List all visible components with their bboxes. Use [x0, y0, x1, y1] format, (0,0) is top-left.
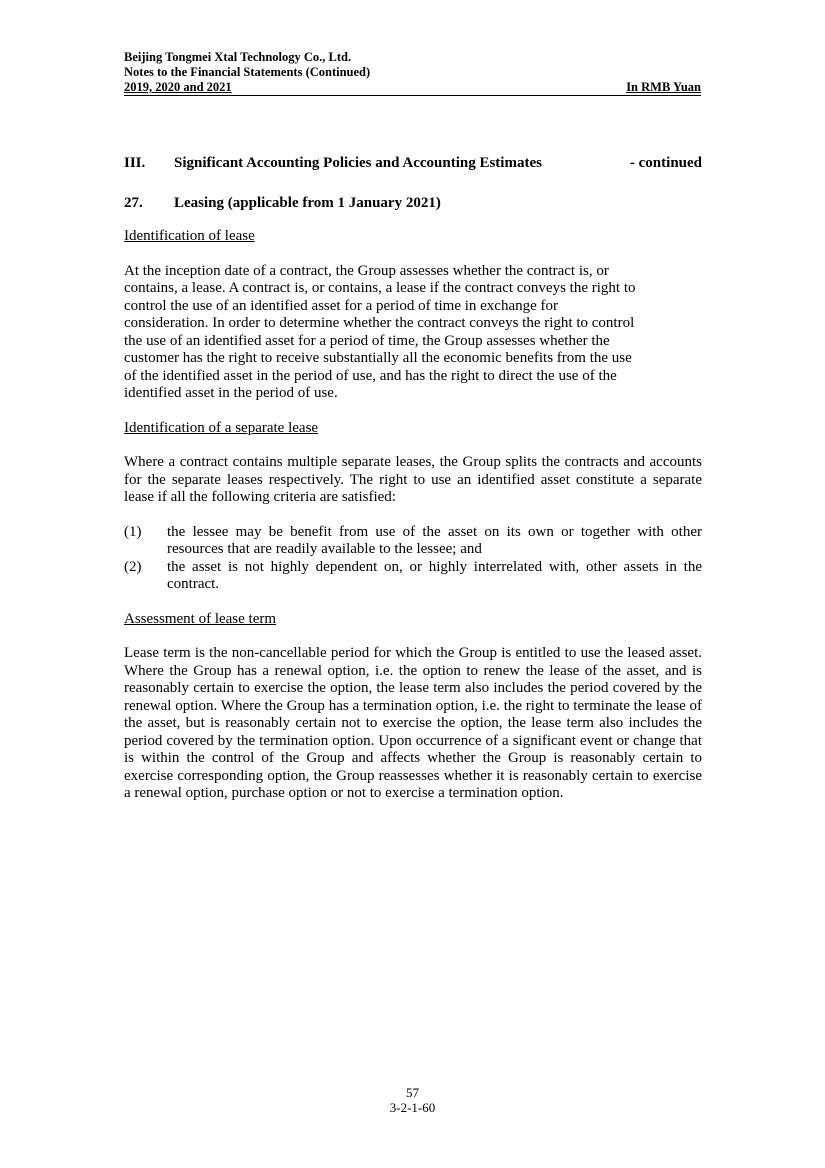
- subsection-heading: [124, 195, 702, 213]
- separate-lease-heading: Identification of a separate lease: [124, 419, 319, 436]
- identification-paragraph: [124, 263, 702, 403]
- header-years: 2019, 2020 and 2021: [124, 80, 232, 94]
- subsection-number: 27.: [124, 194, 143, 211]
- lease-term-heading: Assessment of lease term: [124, 610, 277, 627]
- document-subtitle: Notes to the Financial Statements (Continued): [124, 65, 371, 79]
- list-text: the lessee may be benefit from use of the asset on its own or together with other resources that are readily available to the lessee; and: [167, 523, 702, 557]
- page-body: [124, 155, 702, 820]
- document-reference: 3-2-1-60: [389, 1100, 436, 1115]
- identification-line: the use of an identified asset for a period of time, the Group assesses whether the: [124, 332, 610, 349]
- identification-heading: Identification of lease: [124, 228, 255, 244]
- identification-line: control the use of an identified asset for a period of time in exchange for: [124, 297, 559, 314]
- section-number: III.: [124, 155, 146, 171]
- identification-line: customer has the right to receive substantially all the economic benefits from the use: [124, 350, 632, 366]
- page-footer: [0, 1085, 825, 1115]
- separate-lease-paragraph: Where a contract contains multiple separate leases, the Group splits the contracts and accounts for the separate leases respectively. The right to use an identified asset constitute a separate lease if all the following criteria are satisfied:: [124, 454, 702, 505]
- section-title: Significant Accounting Policies and Accounting Estimates: [174, 155, 542, 171]
- page-number: 57: [406, 1085, 419, 1100]
- identification-line: consideration. In order to determine whether the contract conveys the right to control: [124, 315, 635, 331]
- section-continued: - continued: [629, 155, 702, 171]
- identification-line: At the inception date of a contract, the Group assesses whether the contract is, or: [124, 262, 609, 279]
- header-currency: In RMB Yuan: [626, 80, 701, 94]
- list-text: the asset is not highly dependent on, or highly interrelated with, other assets in the contract.: [167, 558, 702, 592]
- lease-term-paragraph: Lease term is the non-cancellable period for which the Group is entitled to use the leased asset. Where the Group has a renewal option, i.e. the option to renew the lease of the asset, and is reasonably certain to exercise the option, the lease term also includes the period covered by the renewal option. Where the Group has a termination option, i.e. the right to terminate the lease of the asset, but is reasonably certain not to exercise the option, the lease term also includes the period covered by the termination option. Upon occurrence of a significant event or change that is within the control of the Group and affects whether the Group is reasonably certain to exercise corresponding option, the Group reassesses whether it is reasonably certain to exercise a renewal option, purchase option or not to exercise a termination option.: [124, 645, 702, 801]
- header-rule-line: [124, 80, 701, 96]
- company-name: Beijing Tongmei Xtal Technology Co., Ltd.: [124, 50, 352, 64]
- list-marker: (1): [124, 523, 142, 540]
- list-item: [124, 524, 702, 559]
- identification-line: identified asset in the period of use.: [124, 385, 338, 401]
- criteria-list: [124, 524, 702, 594]
- list-item: [124, 559, 702, 594]
- subsection-title: Leasing (applicable from 1 January 2021): [174, 194, 441, 211]
- list-marker: (2): [124, 558, 142, 575]
- identification-line: contains, a lease. A contract is, or contains, a lease if the contract conveys the right to: [124, 280, 636, 296]
- identification-line: of the identified asset in the period of use, and has the right to direct the use of the: [124, 367, 617, 384]
- page-header: [124, 50, 701, 96]
- section-heading: [124, 155, 702, 173]
